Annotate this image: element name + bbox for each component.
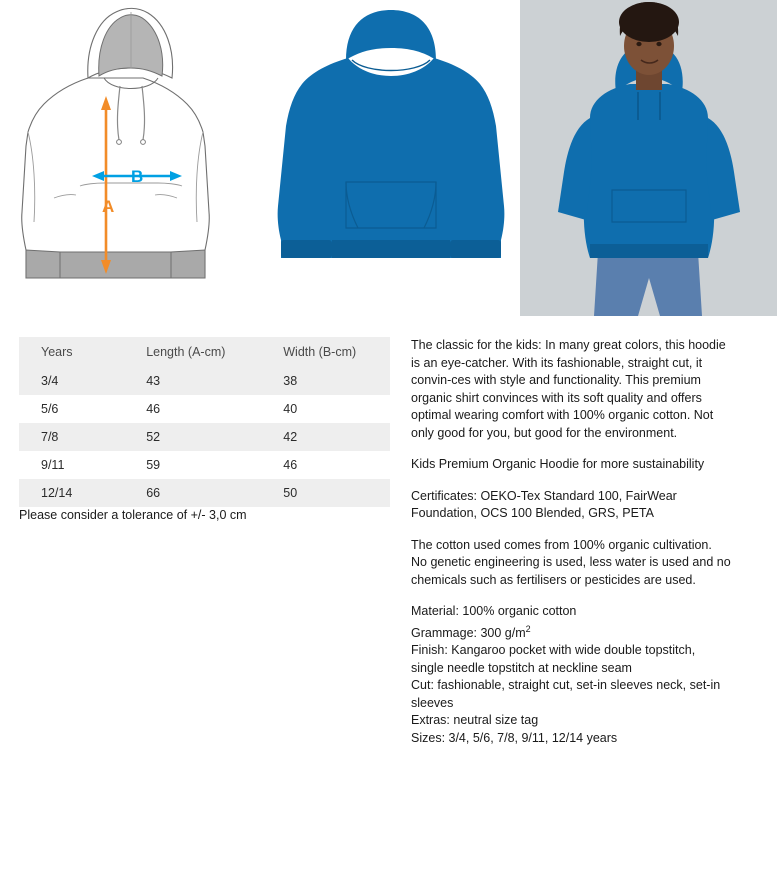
cell-length: 52 xyxy=(146,430,161,444)
measure-label-b: B xyxy=(131,167,144,186)
tolerance-note: Please consider a tolerance of +/- 3,0 cm xyxy=(19,508,247,522)
cell-length: 66 xyxy=(146,486,161,500)
description-intro: The classic for the kids: In many great colors, this hoodie is an eye-catcher. With its fashionable, straight cut, it convin-ces with style and functionality. This premium organic shirt convinces with its soft quality and offers optimal wearing comfort with 100% organic cotton. Not only good for you, but good for the environment. xyxy=(411,338,726,440)
technical-drawing-icon xyxy=(0,0,262,316)
flat-product-panel xyxy=(262,0,520,316)
spec-extras: Extras: neutral size tag xyxy=(411,713,539,728)
measure-label-a: A xyxy=(102,197,115,216)
spec-material: Material: 100% organic cotton xyxy=(411,604,577,618)
table-row xyxy=(19,367,390,395)
table-row xyxy=(19,395,390,423)
cell-years: 12/14 xyxy=(41,486,73,500)
column-header-years: Years xyxy=(41,345,73,359)
table-row xyxy=(19,479,390,507)
spec-finish: Finish: Kangaroo pocket with wide double topstitch, single needle topstitch at neckline seam xyxy=(411,643,696,675)
spec-grammage-label: Grammage: 300 g/m xyxy=(411,625,526,640)
cell-width: 50 xyxy=(283,486,298,500)
size-table-body xyxy=(19,367,390,507)
cell-length: 59 xyxy=(146,458,161,472)
spec-grammage-sup: 2 xyxy=(525,623,531,634)
spec-sizes: Sizes: 3/4, 5/6, 7/8, 9/11, 12/14 years xyxy=(411,730,618,745)
description-certificates: Certificates: OEKO-Tex Standard 100, FairWear Foundation, OCS 100 Blended, GRS, PETA xyxy=(411,488,677,520)
cell-width: 38 xyxy=(283,374,298,388)
size-table xyxy=(19,337,390,507)
cell-width: 40 xyxy=(283,402,298,416)
technical-drawing-panel xyxy=(0,0,262,316)
table-row xyxy=(19,451,390,479)
size-table-head xyxy=(19,337,390,367)
flat-hoodie-icon xyxy=(262,0,520,316)
spec-cut: Cut: fashionable, straight cut, set-in sleeves neck, set-in sleeves xyxy=(411,678,721,710)
cell-length: 43 xyxy=(146,374,161,388)
cell-years: 3/4 xyxy=(41,374,59,388)
cell-width: 42 xyxy=(283,430,298,444)
size-table-header-row xyxy=(19,337,390,367)
description-cotton: The cotton used comes from 100% organic cultivation. No genetic engineering is used, less water is used and no chemicals such as fertilisers or pesticides are used. xyxy=(411,537,731,587)
spec-grammage xyxy=(411,621,731,643)
cell-length: 46 xyxy=(146,402,161,416)
cell-years: 7/8 xyxy=(41,430,59,444)
product-image-strip xyxy=(0,0,777,316)
product-description xyxy=(411,337,731,747)
cell-years: 5/6 xyxy=(41,402,59,416)
column-header-width: Width (B-cm) xyxy=(283,345,357,359)
cell-width: 46 xyxy=(283,458,298,472)
child-model-photo xyxy=(520,0,777,316)
description-sustainability: Kids Premium Organic Hoodie for more sustainability xyxy=(411,457,705,471)
model-photo-panel xyxy=(520,0,777,316)
column-header-length: Length (A-cm) xyxy=(146,345,226,359)
cell-years: 9/11 xyxy=(41,458,65,472)
table-row xyxy=(19,423,390,451)
